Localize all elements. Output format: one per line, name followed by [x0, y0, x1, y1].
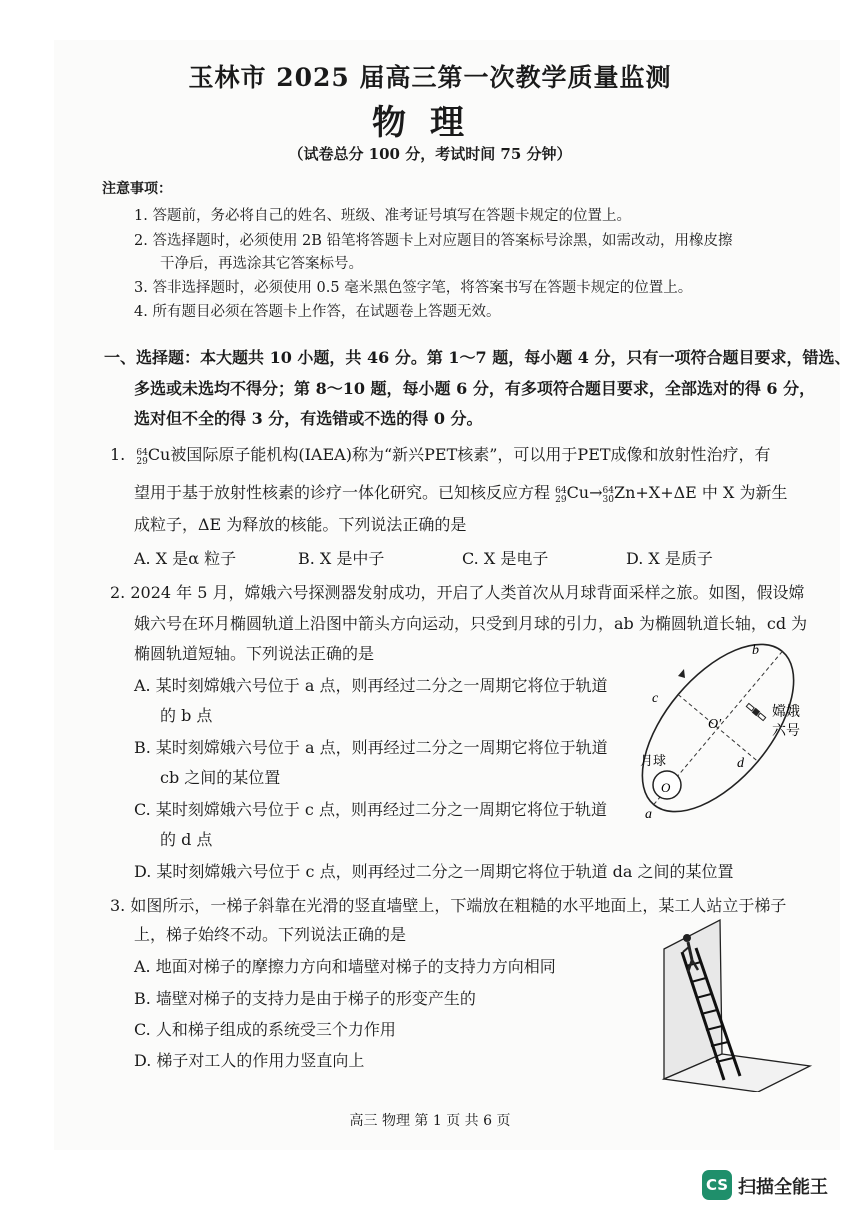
- option-d: D. X 是质子: [626, 549, 713, 568]
- question-2-line: 娥六号在环月椭圆轨道上沿图中箭头方向运动，只受到月球的引力，ab 为椭圆轨道长轴，cd 为: [134, 614, 808, 633]
- notice-item: 3. 答非选择题时，必须使用 0.5 毫米黑色签字笔，将答案书写在答题卡规定的位置上。: [134, 280, 693, 296]
- camscanner-logo-icon: CS: [702, 1170, 732, 1200]
- reaction-arrow: →: [589, 483, 603, 502]
- mass-number: 64: [555, 486, 567, 496]
- option-d: D. 梯子对工人的作用力竖直向上: [134, 1051, 365, 1070]
- label-c: c: [652, 691, 659, 706]
- question-text: 成粒子，ΔE 为释放的核能。下列说法正确的是: [134, 515, 467, 534]
- element-symbol: Cu: [566, 483, 590, 502]
- option-b: B. 墙壁对梯子的支持力是由于梯子的形变产生的: [134, 989, 476, 1008]
- label-craft-2: 六号: [772, 724, 800, 739]
- question-text: 望用于基于放射性核素的诊疗一体化研究。已知核反应方程: [134, 483, 551, 502]
- isotope-notation: [603, 487, 614, 505]
- option-a: A. X 是α 粒子: [134, 549, 237, 568]
- subject-title: 物理: [372, 103, 488, 143]
- direction-arrow-icon: [678, 669, 685, 678]
- page-footer: 高三 物理 第 1 页 共 6 页: [349, 1113, 511, 1129]
- question-3-line: 上，梯子始终不动。下列说法正确的是: [134, 925, 407, 944]
- option-a: A. 某时刻嫦娥六号位于 a 点，则再经过二分之一周期它将位于轨道: [134, 676, 608, 695]
- option-a-continued: 的 b 点: [160, 706, 213, 725]
- atomic-number: 30: [602, 495, 614, 505]
- label-d: d: [737, 756, 744, 771]
- notice-item: 2. 答选择题时，必须使用 2B 铅笔将答题卡上对应题目的答案标号涂黑，如需改动，用橡皮擦: [134, 233, 733, 249]
- option-b: B. 某时刻嫦娥六号位于 a 点，则再经过二分之一周期它将位于轨道: [134, 738, 608, 757]
- element-symbol: Cu: [147, 445, 171, 464]
- section-heading: 一、选择题：本大题共 10 小题，共 46 分。第 1～7 题，每小题 4 分，只有一项符合题目要求，错选、: [104, 348, 851, 367]
- isotope-notation: [136, 449, 147, 467]
- label-a: a: [645, 807, 652, 822]
- option-c: C. 人和梯子组成的系统受三个力作用: [134, 1020, 396, 1039]
- notice-item-continued: 干净后，再选涂其它答案标号。: [160, 256, 363, 272]
- spacecraft-icon: [746, 703, 767, 722]
- option-b-continued: cb 之间的某位置: [160, 768, 281, 787]
- label-center: O′: [708, 717, 722, 732]
- label-moon-center: O: [661, 780, 671, 795]
- option-d: D. 某时刻嫦娥六号位于 c 点，则再经过二分之一周期它将位于轨道 da 之间的某位置: [134, 862, 734, 881]
- option-a: A. 地面对梯子的摩擦力方向和墙壁对梯子的支持力方向相同: [134, 957, 556, 976]
- camscanner-watermark: 扫描全能王: [738, 1177, 828, 1198]
- section-heading-line: 选对但不全的得 3 分，有选错或不选的得 0 分。: [134, 409, 483, 428]
- question-2-line: 椭圆轨道短轴。下列说法正确的是: [134, 644, 375, 663]
- element-symbol: Zn: [613, 483, 636, 502]
- notice-item: 4. 所有题目必须在答题卡上作答，在试题卷上答题无效。: [134, 304, 501, 320]
- question-text: 中 X 为新生: [701, 483, 788, 502]
- orbit-diagram: [636, 636, 816, 826]
- option-c: C. X 是电子: [462, 549, 549, 568]
- atomic-number: 29: [555, 495, 567, 505]
- option-c-continued: 的 d 点: [160, 830, 213, 849]
- equation-tail: +X+ΔE: [635, 483, 697, 502]
- label-moon: 月球: [640, 753, 667, 768]
- label-b: b: [752, 643, 759, 658]
- notice-item: 1. 答题前，务必将自己的姓名、班级、准考证号填写在答题卡规定的位置上。: [134, 208, 631, 224]
- mass-number: 64: [136, 448, 148, 458]
- mass-number: 64: [602, 486, 614, 496]
- question-1-line: [134, 480, 788, 505]
- question-text: 被国际原子能机构(IAEA)称为“新兴PET核素”，可以用于PET成像和放射性治疗，有: [170, 445, 771, 464]
- option-c: C. 某时刻嫦娥六号位于 c 点，则再经过二分之一周期它将位于轨道: [134, 800, 607, 819]
- exam-info: （试卷总分 100 分，考试时间 75 分钟）: [288, 145, 572, 163]
- question-1-line: [110, 442, 771, 467]
- label-craft-1: 嫦娥: [772, 705, 800, 720]
- section-heading-line: 多选或未选均不得分；第 8～10 题，每小题 6 分，有多项符合题目要求，全部选对的得 6 分，: [134, 379, 816, 398]
- atomic-number: 29: [136, 457, 148, 467]
- question-3-line: 3. 如图所示，一梯子斜靠在光滑的竖直墙壁上，下端放在粗糙的水平地面上，某工人站立于梯子: [110, 896, 787, 915]
- ladder-diagram: [650, 914, 815, 1092]
- notice-heading: 注意事项：: [102, 181, 172, 197]
- option-b: B. X 是中子: [298, 549, 385, 568]
- exam-title: 玉林市 2025 届高三第一次教学质量监测: [188, 63, 672, 92]
- question-2-line: 2. 2024 年 5 月，嫦娥六号探测器发射成功，开启了人类首次从月球背面采样之旅。如图，假设嫦: [110, 583, 805, 602]
- isotope-notation: [555, 487, 566, 505]
- question-number: 1.: [110, 445, 126, 464]
